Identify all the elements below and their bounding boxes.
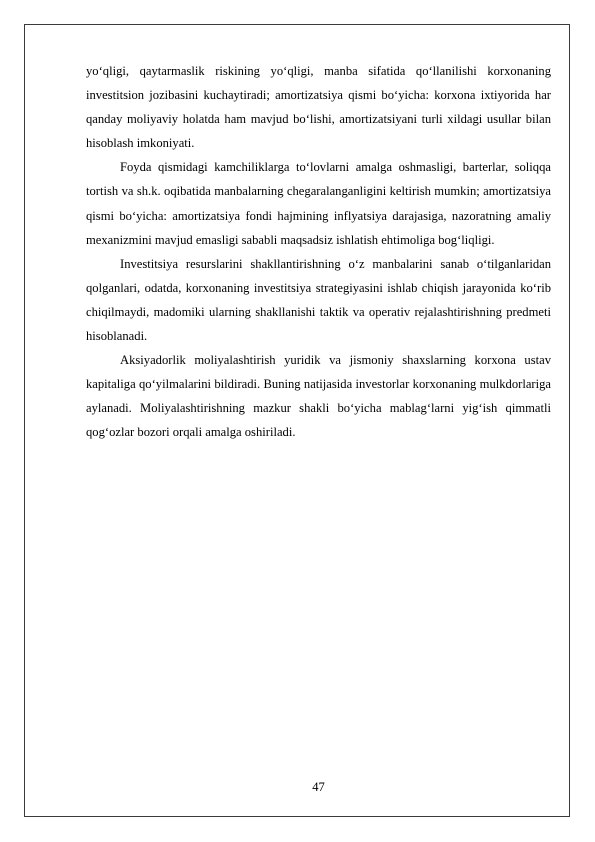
page-number: 47 [312,780,325,794]
paragraph-continued: yo‘qligi, qaytarmaslik riskining yo‘qligi, manba sifatida qo‘llanilishi korxonaning investitsion jozibasini kuchaytiradi; amortizatsiya qismi bo‘yicha: korxona ixtiyorida har qanday moliyaviy holatda ham mavjud bo‘lishi, amortizatsiyani turli xildagi usullar bilan hisoblash imkoniyati. [86,64,551,151]
paragraph: Investitsiya resurslarini shakllantirishning o‘z manbalarini sanab o‘tilganlaridan qolganlari, odatda, korxonaning investitsiya strategiyasini ishlab chiqish jarayonida ko‘rib chiqilmaydi, madomiki ularning shakllanishi taktik va operativ rejalashtirishning predmeti hisoblanadi. [86,256,551,344]
paragraph: Foyda qismidagi kamchiliklarga to‘lovlarni amalga oshmasligi, barterlar, soliqqa tortish va sh.k. oqibatida manbalarning chegaralanganligini keltirish mumkin; amortizatsiya qismi bo‘yicha: amortizatsiya fondi hajmining inflyatsiya darajasiga, nazoratning amaliy mexanizmini mavjud emasligi sababli maqsadsiz ishlatish ehtimoliga bog‘liqligi. [86,160,551,247]
document-body [86,59,551,445]
paragraph: Aksiyadorlik moliyalashtirish yuridik va jismoniy shaxslarning korxona ustav kapitaliga qo‘yilmalarini bildiradi. Buning natijasida investorlar korxonaning mulkdorlariga aylanadi. Moliyalashtirishning mazkur shakli bo‘yicha mablag‘larni yig‘ish qimmatli qog‘ozlar bozori orqali amalga oshiriladi. [86,353,551,440]
